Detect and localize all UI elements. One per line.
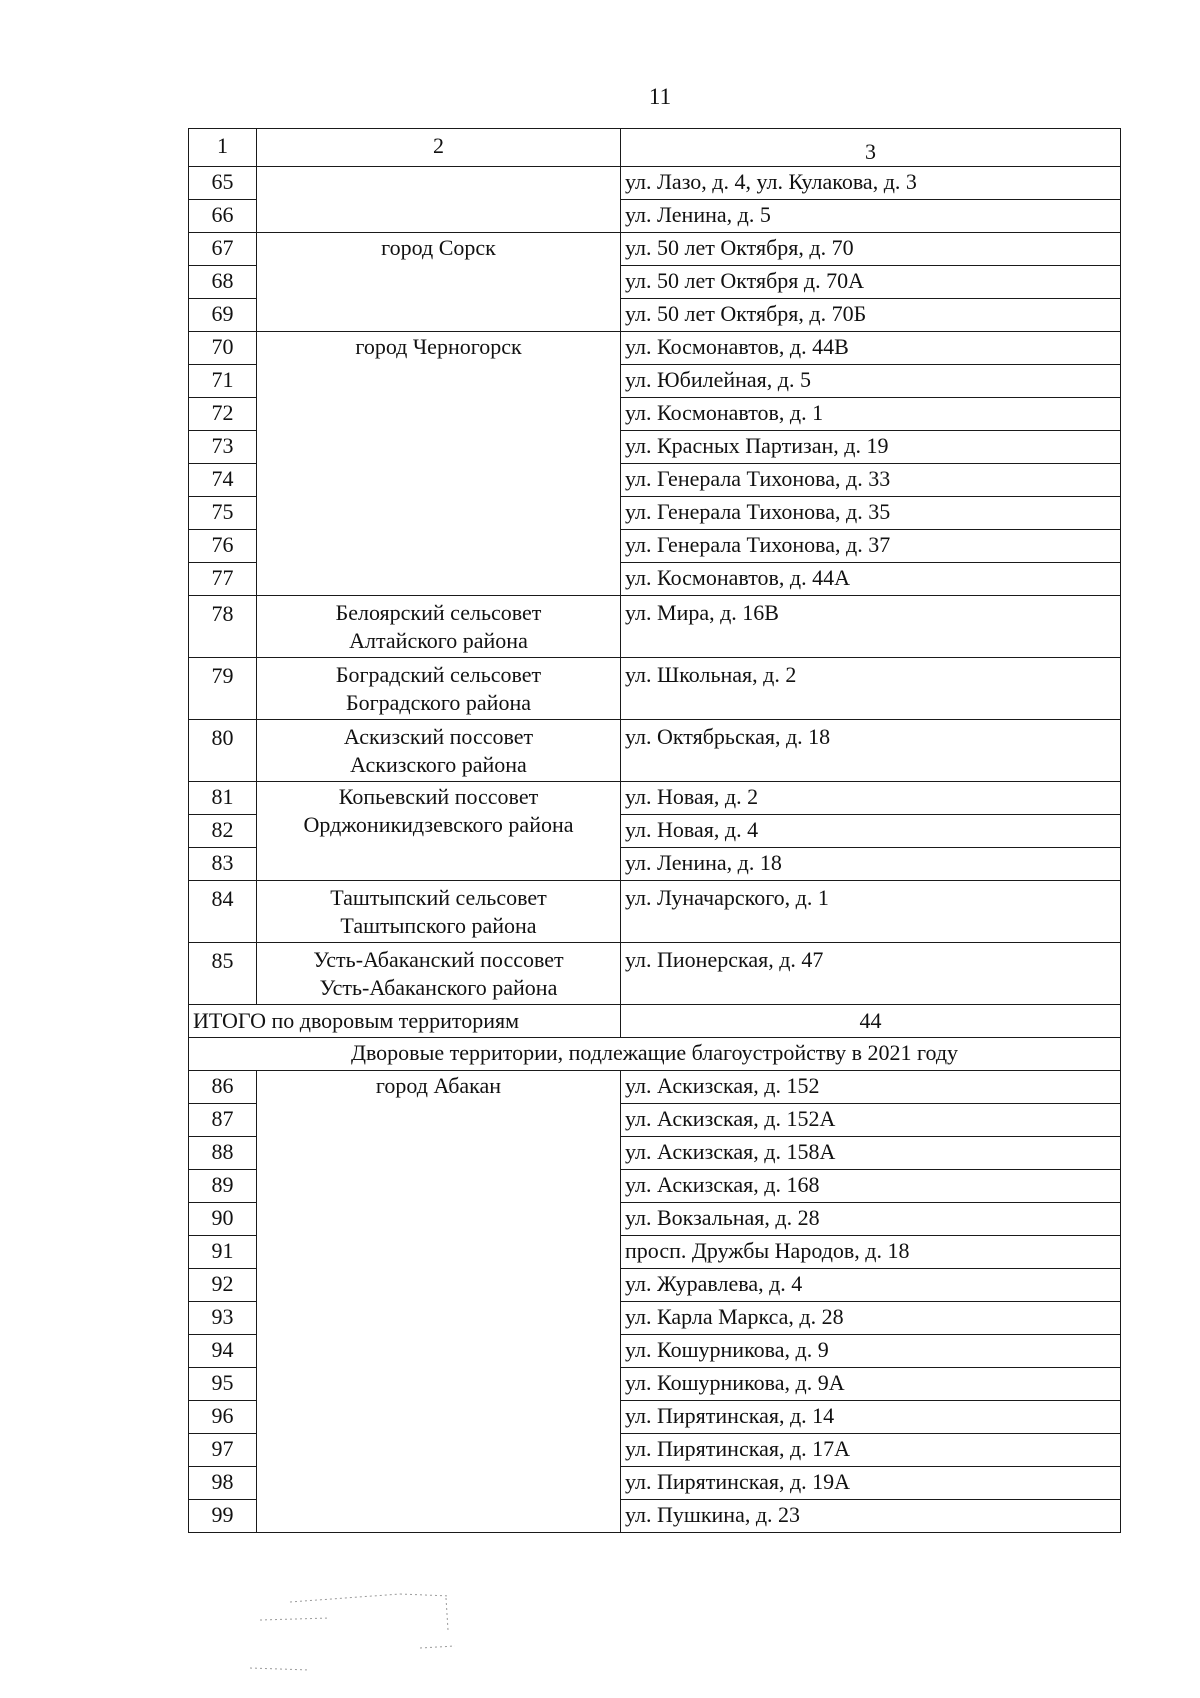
row-number: 89: [189, 1170, 257, 1203]
place-line-1: Копьевский поссовет: [338, 784, 539, 809]
address-cell: ул. 50 лет Октября, д. 70: [621, 233, 1121, 266]
place-cell-kopyevo: [257, 782, 621, 881]
table-row: [189, 782, 1121, 815]
place-line-2: Орджоникидзевского района: [303, 812, 574, 837]
place-cell-abakan: город Абакан: [257, 1071, 621, 1533]
row-number: 87: [189, 1104, 257, 1137]
place-cell-chernogorsk: город Черногорск: [257, 332, 621, 596]
address-cell: ул. Школьная, д. 2: [621, 658, 1121, 720]
header-col-2: 2: [257, 129, 621, 167]
address-cell: ул. Пионерская, д. 47: [621, 943, 1121, 1005]
section-title: Дворовые территории, подлежащие благоустройству в 2021 году: [189, 1038, 1121, 1071]
territories-table: [188, 128, 1121, 1533]
table-header-row: [189, 129, 1121, 167]
row-number: 73: [189, 431, 257, 464]
address-cell: ул. Лазо, д. 4, ул. Кулакова, д. 3: [621, 167, 1121, 200]
place-cell-sorsk: город Сорск: [257, 233, 621, 332]
place-line-2: Усть-Абаканского района: [319, 975, 558, 1000]
address-cell: просп. Дружбы Народов, д. 18: [621, 1236, 1121, 1269]
row-number: 75: [189, 497, 257, 530]
row-number: 83: [189, 848, 257, 881]
row-number: 96: [189, 1401, 257, 1434]
row-number: 88: [189, 1137, 257, 1170]
table-row: [189, 1071, 1121, 1104]
address-cell: ул. Аскизская, д. 152: [621, 1071, 1121, 1104]
table-row: [189, 943, 1121, 1005]
header-col-1: 1: [189, 129, 257, 167]
address-cell: ул. Луначарского, д. 1: [621, 881, 1121, 943]
address-cell: ул. Космонавтов, д. 44В: [621, 332, 1121, 365]
place-line-1: Белоярский сельсовет: [335, 600, 542, 625]
address-cell: ул. Октябрьская, д. 18: [621, 720, 1121, 782]
row-number: 98: [189, 1467, 257, 1500]
address-cell: ул. Пирятинская, д. 17А: [621, 1434, 1121, 1467]
row-number: 81: [189, 782, 257, 815]
address-cell: ул. Пирятинская, д. 19А: [621, 1467, 1121, 1500]
address-cell: ул. Журавлева, д. 4: [621, 1269, 1121, 1302]
address-cell: ул. Вокзальная, д. 28: [621, 1203, 1121, 1236]
table-row: [189, 596, 1121, 658]
row-number: 92: [189, 1269, 257, 1302]
table-row: [189, 167, 1121, 200]
address-cell: ул. Ленина, д. 18: [621, 848, 1121, 881]
page-number: 11: [648, 84, 672, 109]
address-cell: ул. Юбилейная, д. 5: [621, 365, 1121, 398]
row-number: 77: [189, 563, 257, 596]
place-cell: [257, 658, 621, 720]
address-cell: ул. Кошурникова, д. 9: [621, 1335, 1121, 1368]
place-line-1: Боградский сельсовет: [335, 662, 542, 687]
row-number: 84: [189, 881, 257, 943]
row-number: 66: [189, 200, 257, 233]
address-cell: ул. Ленина, д. 5: [621, 200, 1121, 233]
address-cell: ул. Новая, д. 4: [621, 815, 1121, 848]
address-cell: ул. Космонавтов, д. 1: [621, 398, 1121, 431]
row-number: 72: [189, 398, 257, 431]
row-number: 67: [189, 233, 257, 266]
place-line-2: Аскизского района: [350, 752, 527, 777]
row-number: 85: [189, 943, 257, 1005]
table-row: [189, 881, 1121, 943]
address-cell: ул. Генерала Тихонова, д. 35: [621, 497, 1121, 530]
address-cell: ул. Мира, д. 16В: [621, 596, 1121, 658]
address-cell: ул. Пирятинская, д. 14: [621, 1401, 1121, 1434]
row-number: 94: [189, 1335, 257, 1368]
row-number: 99: [189, 1500, 257, 1533]
address-cell: ул. Красных Партизан, д. 19: [621, 431, 1121, 464]
row-number: 82: [189, 815, 257, 848]
place-line-2: Боградского района: [345, 690, 531, 715]
row-number: 91: [189, 1236, 257, 1269]
row-number: 80: [189, 720, 257, 782]
place-line-1: Усть-Абаканский поссовет: [313, 947, 564, 972]
table-row: [189, 658, 1121, 720]
address-cell: ул. Новая, д. 2: [621, 782, 1121, 815]
row-number: 76: [189, 530, 257, 563]
place-line-2: Таштыпского района: [340, 913, 537, 938]
place-cell: [257, 943, 621, 1005]
row-number: 90: [189, 1203, 257, 1236]
address-cell: ул. Космонавтов, д. 44А: [621, 563, 1121, 596]
row-number: 69: [189, 299, 257, 332]
row-number: 93: [189, 1302, 257, 1335]
row-number: 95: [189, 1368, 257, 1401]
total-value: 44: [621, 1005, 1121, 1038]
place-line-1: Таштыпский сельсовет: [330, 885, 547, 910]
address-cell: ул. 50 лет Октября, д. 70Б: [621, 299, 1121, 332]
place-cell-empty: [257, 167, 621, 233]
address-cell: ул. 50 лет Октября д. 70А: [621, 266, 1121, 299]
address-cell: ул. Генерала Тихонова, д. 37: [621, 530, 1121, 563]
address-cell: ул. Карла Маркса, д. 28: [621, 1302, 1121, 1335]
row-number: 74: [189, 464, 257, 497]
section-row: [189, 1038, 1121, 1071]
total-row: [189, 1005, 1121, 1038]
place-line-2: Алтайского района: [349, 628, 528, 653]
row-number: 65: [189, 167, 257, 200]
address-cell: ул. Пушкина, д. 23: [621, 1500, 1121, 1533]
table-row: [189, 720, 1121, 782]
address-cell: ул. Аскизская, д. 152А: [621, 1104, 1121, 1137]
place-line-1: Аскизский поссовет: [343, 724, 534, 749]
address-cell: ул. Аскизская, д. 158А: [621, 1137, 1121, 1170]
row-number: 70: [189, 332, 257, 365]
row-number: 97: [189, 1434, 257, 1467]
place-cell: [257, 720, 621, 782]
header-col-3: 3: [621, 129, 1121, 167]
row-number: 78: [189, 596, 257, 658]
total-label: ИТОГО по дворовым территориям: [189, 1005, 621, 1038]
row-number: 86: [189, 1071, 257, 1104]
place-cell: [257, 596, 621, 658]
table-row: [189, 233, 1121, 266]
row-number: 68: [189, 266, 257, 299]
scan-artifact-marks: [250, 1590, 470, 1680]
address-cell: ул. Генерала Тихонова, д. 33: [621, 464, 1121, 497]
row-number: 79: [189, 658, 257, 720]
address-cell: ул. Кошурникова, д. 9А: [621, 1368, 1121, 1401]
row-number: 71: [189, 365, 257, 398]
place-cell: [257, 881, 621, 943]
table-row: [189, 332, 1121, 365]
address-cell: ул. Аскизская, д. 168: [621, 1170, 1121, 1203]
